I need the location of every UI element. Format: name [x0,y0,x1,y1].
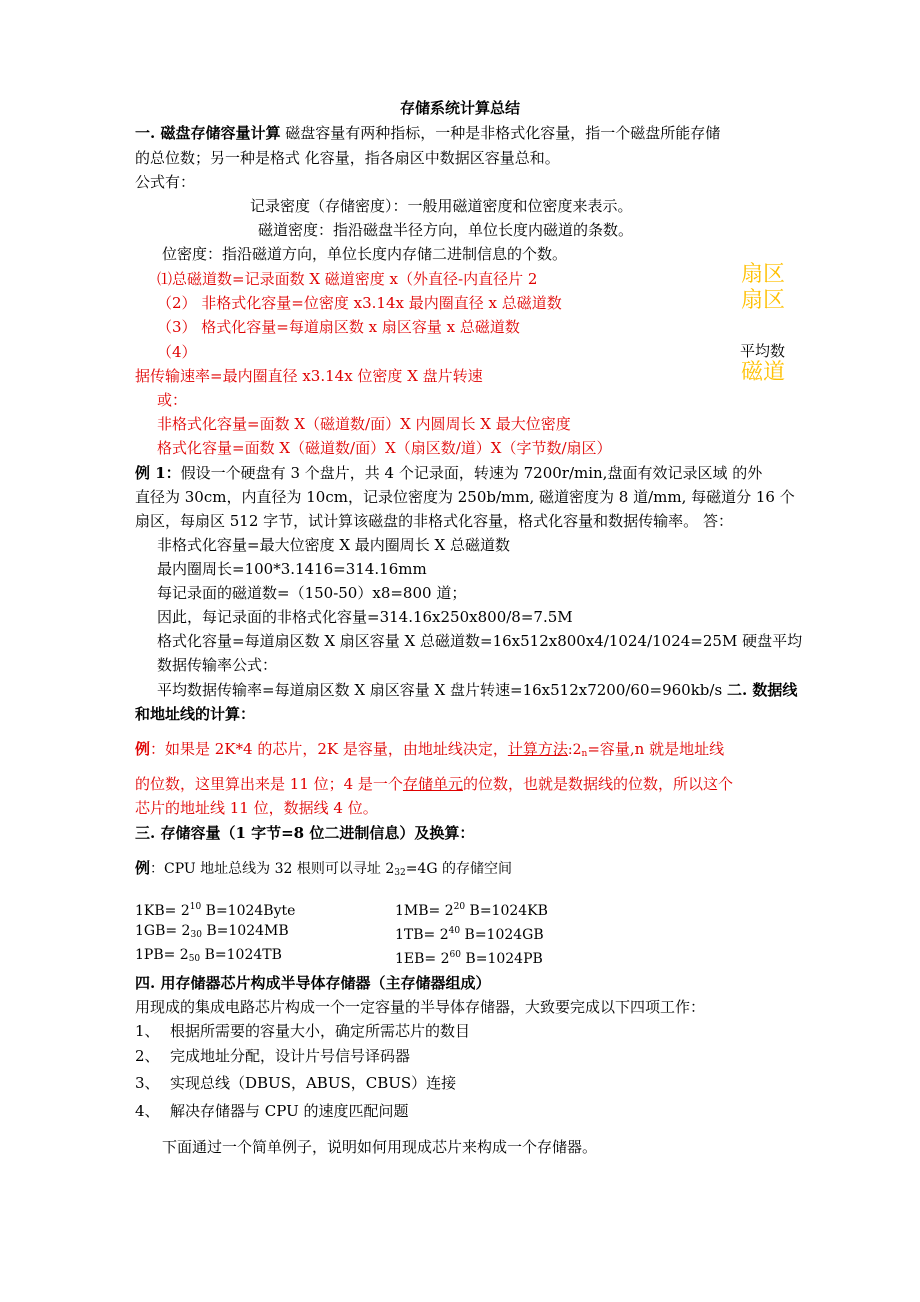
section-3-example [135,857,512,884]
side-note-track: 磁道 [741,360,786,385]
task-1-text: 根据所需要的容量大小，确定所需芯片的数目 [170,1022,471,1040]
example-1-text-1: 假设一个硬盘有 3 个盘片，共 4 个记录面，转速为 7200r/min,盘面有效记录区域 的外 [180,464,763,482]
answer-line-6: 数据传输率公式： [157,656,278,674]
side-note-average: 平均数 [740,342,786,360]
section-2-text-1b: :2 [567,742,582,758]
section-2-example-label: 例 [135,740,151,758]
formula-label: 公式有： [135,173,196,191]
definition-track-density: 磁道密度：指沿磁盘半径方向，单位长度内磁道的条数。 [258,221,634,239]
answer-line-3: 每记录面的磁道数=（150-50）x8=800 道； [157,584,467,602]
definition-bit-density: 位密度：指沿磁道方向，单位长度内存储二进制信息的个数。 [162,245,568,263]
section-2-subscript-n: n [581,749,588,759]
section-1-heading: 一. 磁盘存储容量计算 [135,124,281,142]
storage-unit-link: 存储单元 [402,775,463,793]
formula-4-label: （4） [157,343,197,361]
example-1-label: 例 1： [135,464,181,482]
calc-method-link: 计算方法 [507,740,568,758]
section-2-text-1c: =容量,n 就是地址线 [587,740,725,758]
formula-alt-unformatted: 非格式化容量=面数 X（磁道数/面）X 内圆周长 X 最大位密度 [157,415,571,433]
formula-formatted-capacity: （3） 格式化容量=每道扇区数 x 扇区容量 x 总磁道数 [157,318,520,336]
section-4-heading: 四. 用存储器芯片构成半导体存储器（主存储器组成） [135,974,491,992]
section-2-heading-part-1: 二. 数据线 [726,681,798,699]
section-3-subscript-32: 32 [394,868,406,878]
section-3-example-label: 例 [135,859,151,877]
formula-or-label: 或： [157,391,188,409]
section-2-line-2 [135,773,733,795]
unit-eb: $1EB= 2^{60}$ B=1024PB [395,950,543,967]
answer-line-1: 非格式化容量=最大位密度 X 最内圈周长 X 总磁道数 [157,536,511,554]
answer-line-4: 因此，每记录面的非格式化容量=314.16x250x800/8=7.5M [157,608,573,626]
formula-alt-formatted: 格式化容量=面数 X（磁道数/面）X（扇区数/道）X（字节数/扇区） [157,439,612,457]
side-note-sector-1: 扇区 [741,262,786,287]
task-2-text: 完成地址分配，设计片号信号译码器 [170,1047,411,1065]
section-4-outro: 下面通过一个简单例子，说明如何用现成芯片来构成一个存储器。 [162,1138,598,1156]
section-3-example-text-a: ：CPU 地址总线为 32 根则可以寻址 2 [150,861,395,877]
page-title: 存储系统计算总结 [399,99,520,117]
answer-line-7 [157,679,797,701]
section-2-text-1a: ：如果是 2K*4 的芯片，2K 是容量，由地址线决定， [150,740,508,758]
task-4-number: 4、 [135,1102,160,1120]
unit-mb: $1MB= 2^{20}$ B=1024KB [395,902,548,919]
section-2-heading-part-2: 和地址线的计算： [135,705,256,723]
unit-tb: $1TB= 2^{40}$ B=1024GB [395,926,544,943]
task-3-text: 实现总线（DBUS，ABUS，CBUS）连接 [170,1074,457,1092]
example-1-line-1 [135,462,762,484]
section-3-example-text-b: =4G 的存储空间 [405,861,512,877]
task-4-text: 解决存储器与 CPU 的速度匹配问题 [170,1102,409,1120]
section-4-intro: 用现成的集成电路芯片构成一个一定容量的半导体存储器，大致要完成以下四项工作： [135,998,706,1016]
answer-transfer-rate: 平均数据传输率=每道扇区数 X 扇区容量 X 盘片转速=16x512x7200/60=960kb/s [157,681,723,699]
side-note-sector-2: 扇区 [741,288,786,313]
unit-kb: $1KB= 2^{10}$ B=1024Byte [135,902,296,919]
formula-total-tracks: ⑴总磁道数=记录面数 X 磁道密度 x（外直径-内直径片 2 [157,270,538,288]
answer-line-5: 格式化容量=每道扇区数 X 扇区容量 X 总磁道数=16x512x800x4/1024/1024=25M 硬盘平均 [157,632,803,650]
section-3-heading: 三. 存储容量（1 字节=8 位二进制信息）及换算： [135,824,475,842]
task-1-number: 1、 [135,1022,160,1040]
example-1-line-3: 扇区，每扇区 512 字节，试计算该磁盘的非格式化容量，格式化容量和数据传输率。 答： [135,512,733,530]
section-2-text-2a: 的位数，这里算出来是 11 位；4 是一个 [135,775,403,793]
section-1-intro-text: 磁盘容量有两种指标，一种是非格式化容量，指一个磁盘所能存储 [285,124,721,142]
task-2-number: 2、 [135,1047,160,1065]
answer-line-2: 最内圈周长=100*3.1416=314.16mm [157,560,427,578]
section-2-line-3: 芯片的地址线 11 位，数据线 4 位。 [135,799,378,817]
section-2-line-1 [135,738,724,765]
section-2-text-2b: 的位数，也就是数据线的位数，所以这个 [462,775,733,793]
task-3-number: 3、 [135,1074,160,1092]
example-1-line-2: 直径为 30cm，内直径为 10cm，记录位密度为 250b/mm, 磁道密度为 8 道/mm, 每磁道分 16 个 [135,488,795,506]
section-1-intro-line-1 [135,122,720,144]
section-1-intro-line-2: 的总位数；另一种是格式 化容量，指各扇区中数据区容量总和。 [135,149,560,167]
unit-pb: $1PB= 2_{50}$ B=1024TB [135,947,282,964]
formula-unformatted-capacity: （2） 非格式化容量=位密度 x3.14x 最内圈直径 x 总磁道数 [157,294,562,312]
formula-transfer-rate: 据传输速率=最内圈直径 x3.14x 位密度 X 盘片转速 [135,367,483,385]
definition-recording-density: 记录密度（存储密度）：一般用磁道密度和位密度来表示。 [250,197,633,215]
unit-gb: $1GB= 2_{30}$ B=1024MB [135,923,289,940]
